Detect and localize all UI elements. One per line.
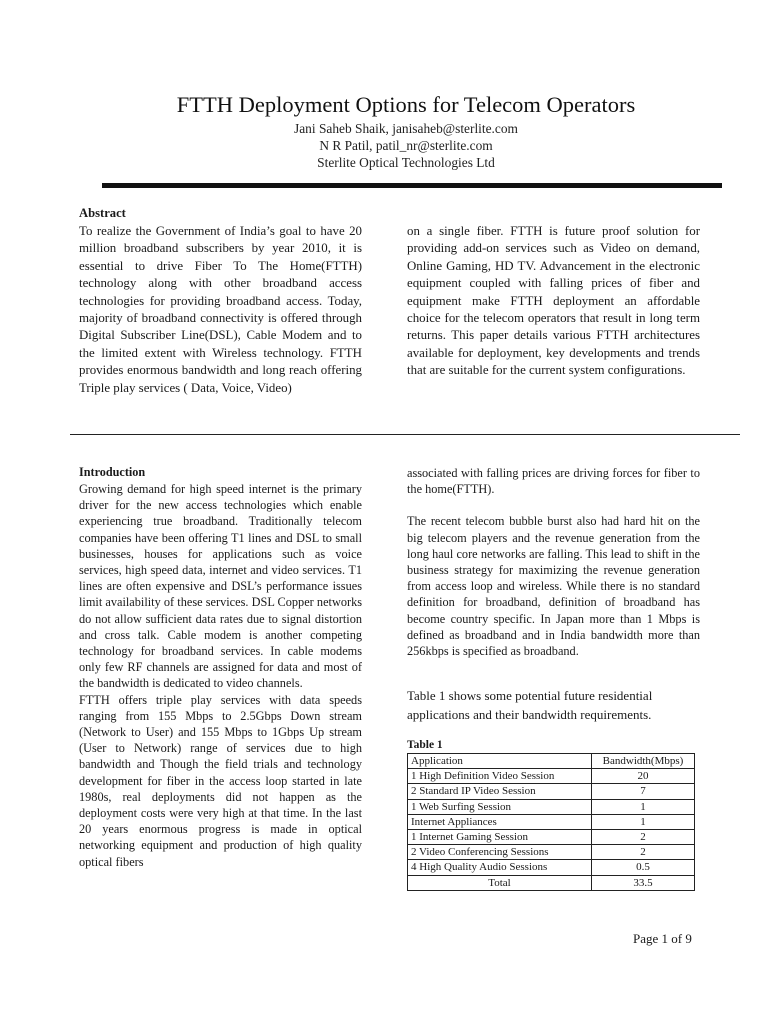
table-row: [408, 769, 695, 784]
author-1: Jani Saheb Shaik, janisaheb@sterlite.com: [294, 121, 518, 136]
bandwidth-table: [407, 753, 695, 891]
table-cell: Internet Appliances: [408, 814, 592, 829]
table-row: [408, 845, 695, 860]
abstract-right-column: [407, 223, 700, 380]
table-cell: 1 Internet Gaming Session: [408, 830, 592, 845]
table-cell: 1: [592, 799, 695, 814]
table-cell: 2 Video Conferencing Sessions: [408, 845, 592, 860]
table-cell: 1 Web Surfing Session: [408, 799, 592, 814]
introduction-left-column: [79, 481, 362, 870]
table-cell: 2 Standard IP Video Session: [408, 784, 592, 799]
intro-paragraph-2: FTTH offers triple play services with data speeds ranging from 155 Mbps to 2.5Gbps Down stream (Network to User) and 155 Mbps to 1Gbps Up stream (User to Network) range of services due to high bandwidth and Though the field trials and technology development for fiber in the access loop started in late 1980s, real deployments did not happen as the deployment costs were very high at that time. In the last 20 years enormous progress is made in optical networking equipment and production of high quality optical fibers: [79, 692, 362, 869]
table-total-value: 33.5: [592, 875, 695, 890]
table-cell: 4 High Quality Audio Sessions: [408, 860, 592, 875]
title-divider: [102, 183, 722, 188]
table-cell: 0.5: [592, 860, 695, 875]
intro-paragraph-1: Growing demand for high speed internet is the primary driver for the new access technologies which enable experiencing true broadband. Traditionally telecom companies have been offering T1 lines and DSL to small businesses, houses for applications such as voice services, high speed data, internet and video services. T1 lines are often expensive and DSL’s performance issues limit availability of these services. DSL Copper networks do not allow sufficient data rates due to signal distortion and cross talk. Cable modem is another competing technology for broadband services. In cable modems only few RF channels are assigned for data and most of the bandwidth is dedicated to video channels.: [79, 482, 362, 691]
introduction-right-column: [407, 465, 700, 659]
table-cell: 2: [592, 845, 695, 860]
table-cell: 2: [592, 830, 695, 845]
table-cell: 20: [592, 769, 695, 784]
introduction-heading: Introduction: [79, 465, 146, 479]
table-header-row: [408, 754, 695, 769]
table-cell: 1 High Definition Video Session: [408, 769, 592, 784]
table-header-cell: Application: [408, 754, 592, 769]
intro-paragraph-3: associated with falling prices are driving forces for fiber to the home(FTTH).: [407, 466, 700, 497]
table-row: [408, 860, 695, 875]
table-header-cell: Bandwidth(Mbps): [592, 754, 695, 769]
table-row: [408, 784, 695, 799]
affiliation: Sterlite Optical Technologies Ltd: [317, 155, 495, 170]
abstract-left-column: [79, 223, 362, 397]
abstract-text-left: To realize the Government of India’s goal to have 20 million broadband subscribers by year 2010, it is essential to drive Fiber To The Home(FTTH) technology along with other broadband access technologies for providing broadband access. Today, majority of broadband connectivity is offered through Digital Subscriber Line(DSL), Cable Modem and to the limited extent with Wireless technology. FTTH provides enormous bandwidth and long reach offering Triple play services ( Data, Voice, Video): [79, 224, 362, 395]
table-label: Table 1: [407, 739, 443, 751]
abstract-text-right: on a single fiber. FTTH is future proof solution for providing add-on services such as Video on demand, Online Gaming, HD TV. Advancement in the electronic equipment coupled with falling prices of fiber and equipment make FTTH deployment an affordable choice for the telecom operators that result in long term returns. This paper details various FTTH architectures available for deployment, key developments and trends that are suitable for the current system configurations.: [407, 224, 700, 378]
abstract-divider: [70, 434, 740, 435]
table-cell: 7: [592, 784, 695, 799]
table-row: [408, 814, 695, 829]
document-title: FTTH Deployment Options for Telecom Operators: [176, 92, 636, 117]
table-row: [408, 799, 695, 814]
table-row: [408, 830, 695, 845]
page-number: Page 1 of 9: [633, 931, 692, 946]
abstract-heading: Abstract: [79, 206, 126, 220]
table-intro-text: Table 1 shows some potential future residential applications and their bandwidth requirements.: [407, 688, 653, 722]
author-2: N R Patil, patil_nr@sterlite.com: [319, 138, 493, 153]
intro-paragraph-4: The recent telecom bubble burst also had hard hit on the big telecom players and the revenue generation from the long haul core networks are falling. This lead to shift in the business strategy for maximizing the revenue generation from access loop and wireless. While there is no standard definition for broadband, definition of broadband has become country specific. In Japan more than 1 Mbps is defined as broadband and in India bandwidth more than 256kbps is specified as broadband.: [407, 514, 700, 659]
table-cell: 1: [592, 814, 695, 829]
table-total-row: [408, 875, 695, 890]
table-total-label: Total: [408, 875, 592, 890]
